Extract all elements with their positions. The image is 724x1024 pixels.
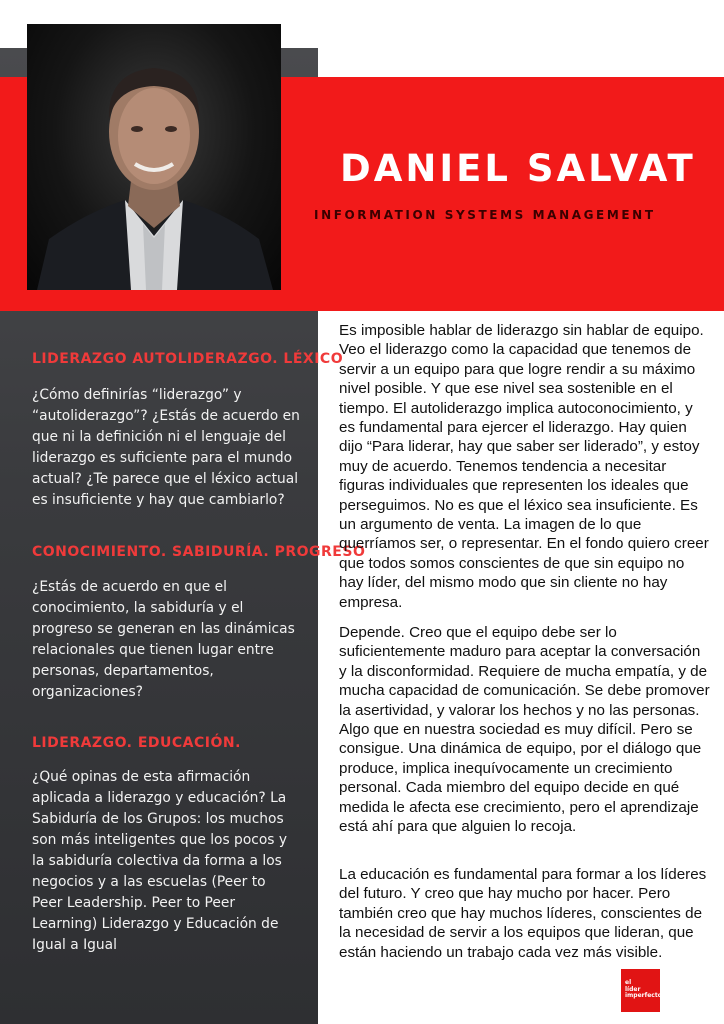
question-conocimiento: ¿Estás de acuerdo en que el conocimiento, la sabiduría y el progreso se generan en las dinámicas relacionales que tienen lugar entre personas, departamentos, organizaciones? [32, 579, 295, 700]
answer-liderazgo-lexico: Es imposible hablar de liderazgo sin hablar de equipo. Veo el liderazgo como la capacidad que tenemos de servir a un equipo para que logre rendir a su máximo nivel posible. Y que ese nivel sea sostenible en el tiempo. El autoliderazgo implica autoconocimiento, y es fundamental para ejercer el liderazgo. Hay quien dijo “Para liderar, hay que saber ser liderado”, y estoy muy de acuerdo. Tenemos tendencia a necesitar figuras individuales que representen los ideales que perseguimos. No es que el léxico sea insuficiente. Es un argumento de venta. La imagen de lo que querríamos ser, o representar. En el fondo quiero creer que todos somos conscientes de que sin equipo no hay líder, del mismo modo que sin cliente no hay empresa. [339, 322, 709, 611]
section-title-conocimiento: CONOCIMIENTO. SABIDURÍA. PROGRESO [32, 544, 366, 560]
person-role: INFORMATION SYSTEMS MANAGEMENT [314, 208, 656, 222]
logo-line-3: imperfecto [625, 992, 662, 999]
person-name: DANIEL SALVAT [340, 147, 696, 190]
answer-conocimiento: Depende. Creo que el equipo debe ser lo suficientemente maduro para aceptar la conversación y la disconformidad. Requiere de mucha empatía, y de mucha capacidad de comunicación. Se debe promover la asertividad, y valorar los hechos y no las personas. Algo que en nuestra sociedad es muy difícil. Pero se consigue. Una dinámica de equipo, por el diálogo que produce, implica inequívocamente un crecimiento personal. Cada miembro del equipo decide en qué medida le afecta ese crecimiento, pero el aprendizaje está ahí para que alguien lo recoja. [339, 624, 710, 836]
el-lider-imperfecto-logo [621, 969, 660, 1012]
answer-educacion: La educación es fundamental para formar a los líderes del futuro. Y creo que hay mucho por hacer. Pero también creo que hay muchos líderes, conscientes de la necesidad de servir a los equipos que lideran, que están haciendo un trabajo cada vez más visible. [339, 866, 707, 961]
question-educacion: ¿Qué opinas de esta afirmación aplicada a liderazgo y educación? La Sabiduría de los Grupos: los muchos son más inteligentes que los pocos y la sabiduría colectiva da forma a los negocios y a las escuelas (Peer to Peer Leadership. Peer to Peer Learning) Liderazgo y Educación de Igual a Igual [32, 769, 288, 953]
question-liderazgo-lexico: ¿Cómo definirías “liderazgo” y “autoliderazgo”? ¿Estás de acuerdo en que ni la definición ni el lenguaje del liderazgo es suficiente para el mundo actual? ¿Te parece que el léxico actual es insuficiente y hay que cambiarlo? [32, 387, 300, 508]
section-title-liderazgo-lexico: LIDERAZGO AUTOLIDERAZGO. LÉXICO [32, 351, 344, 367]
section-title-educacion: LIDERAZGO. EDUCACIÓN. [32, 735, 241, 751]
logo-line-2: líder [625, 985, 641, 993]
profile-photo [27, 24, 281, 290]
logo-line-1: el [625, 979, 632, 986]
